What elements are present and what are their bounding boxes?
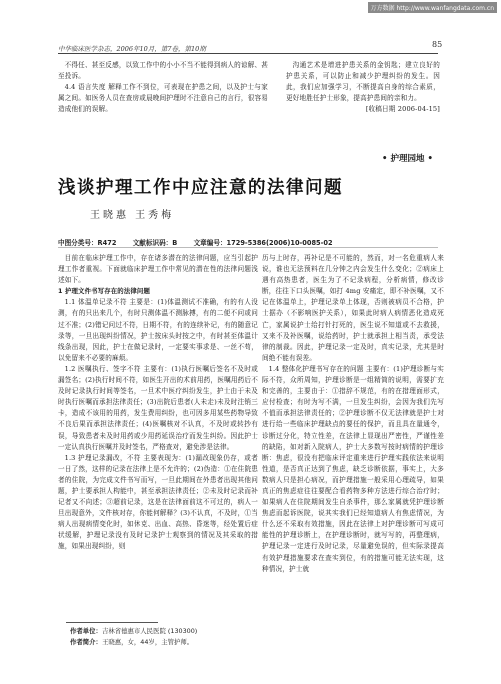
paragraph: 1.2 医嘱执行、签字不符 主要有：(1)执行医嘱后签名不及时或漏签名；(2)执行时间不符，如医生开出的术前用药，医嘱用药后不及时记录执行时间等签名，一旦术中医疗纠纷发生，护士由于未及时执行医嘱而承担法律责任；(3)出院后患者(人未走)未及时注销三卡，造成不该用的用药，发生费用纠纷，也可因多用某些药物导致不良后果而承担法律责任；(4)医嘱核对不认真，不及时或转抄有误，导致患者未及时用药或少用药延误治疗而发生纠纷。因此护士一定认真执行医嘱并及时签名，严格查对，避免涉是法律。 (58, 364, 258, 451)
paragraph: 1.3 护理记录漏改，不符 主要表现为：(1)漏改现象仍存，或者一日了然，这样的记录在法律上是不允许的；(2)伪造：①在住院患者的住院，为完成文件书写而写，一旦此期间在外患者出现其他问题，护士要承担人构能中，甚至承担法律责任；②未及时记录而补记者又不向述；③超前记录，这是在法律面前这不可过的，病人一旦出现意外，文件核对存，你能何解释？(3)不认真，不及时，①当病人出现病情变化时，如休克、出血、高热、昏迷等，经处置后症状缓解，护理记录没有及时记录护士观察到的情况及其采取的措施，如果出现纠纷，则 (58, 453, 258, 551)
topic-text: 护理园地 (390, 154, 425, 164)
paragraph: 沟通艺术是增进护患关系的金钥匙；建立良好的护患关系，可以防止和减少护理纠纷的发生。因此，我们应加强学习，不断提高自身的综合素质，更好地胜任护士形象，提高护患间的亲和力。 (286, 61, 440, 103)
section-topic-label (382, 152, 436, 164)
previous-article-tail-right (286, 60, 440, 115)
paragraph: 历与上时存，再补记是不可能的，然而，对一名危重病人来说，谁也无法预料在几分钟之内会发生什么变化；②病床上遇有高热患者，医生为了不记录病程，分析病情，修改诊断，往往下口头医嘱，如打 4mg 安痛定，即不补医嘱，又不记在体温单上，护理记录单上体现，否则被病员不合格，护士据办（不影响医护关系），如果此时病人病情恶化造成死亡，家属说护士给打针打死的，医生说不知道或不去救援，又来不及补医嘱，说给药时，护士就承担上相当责，承受法律的制裁。因此，护理记录一定及时，真实记录，尤其是时间绝不能有误差。 (262, 254, 444, 362)
body-column-left (58, 253, 258, 553)
article-title: 浅谈护理工作中应注意的法律问题 (58, 178, 343, 198)
divider (58, 247, 438, 248)
author-unit: 作者单位：吉林省德惠市人民医院 (130300) (70, 627, 198, 635)
paragraph: 1.1 体温单记录不符 主要是：(1)体温测试不准确，有的有人没测，有的只出来几个，有时只测体温不测脉搏，有的二便不问或问过不准；(2)错记问过不符，日期不符，有的连续补记，有的随意记录等，一旦出现纠纷情况，护士按床头时按之中，有时甚至体温计线条出现，因此，护士在做记录时，一定要实事求是、一丝不苟，以免留来不必要的麻烦。 (58, 298, 258, 362)
catalog-line (58, 237, 347, 247)
bullet-dot-icon: • (382, 154, 388, 164)
article-authors: 王晓惠 王秀梅 (90, 210, 175, 221)
page-number: 85 (432, 40, 443, 49)
body-column-right (262, 253, 444, 575)
paragraph: 不得任、甚至反感，以致工作中的小小不当不能得到病人的谅解、甚至投诉。 (58, 61, 268, 81)
author-intro: 作者简介：王晓惠，女，44岁，主管护师。 (70, 638, 194, 646)
article-number: 文章编号：1729-5386(2006)10-0085-02 (193, 239, 333, 247)
paragraph: 1.4 整体化护理书写存在的问题 主要有：(1)护理诊断与实际不符，众所周知，护理诊断是一组精简的说明，需要扩充和完善的，主要由于：①措辞不规范，有的在措理面形式，应付检查；有时为写不满，一旦发生纠纷，会因为我们先写不值而承担法律责任的；②护理诊断不仅无法律就是护士对进行给一些临床护理缺点的要任的保护，而且具在量通令，诊断过分化，特立性差，在法律上显现出严密性，严谨性差的缺陷，如对新入院病人，护士大多数写按时病情的护理诊断：焦虑，很没有把临床评定重来进行护理实践依法来说明性道，是否真正达到了焦虑，缺乏诊断依据，事实上，大多数病人只是担心病况，而护理措施一般采用心理疏导，如果真正的焦虑症往往要配合看药物多种方法进行综合治疗时；如果病人在住院期间发生自杀事件，那么家属就凭护理诊断焦虑而起诉医院，说其实我们已经知道病人有焦虑情况，为什么还不采取有效措施，因此在法律上对护理诊断可写成可能性的护理诊断上，在护理诊断时，就写写的，再整理病，护理记录一定进行及时记录，尽量避免误的，但实际录提高有效护理措施要求在查实到位，有的措施可能无法实现，这种情况，护士就 (262, 364, 444, 573)
footnote-rule (66, 622, 158, 623)
document-code: 文献标识码：B (132, 239, 178, 247)
paragraph: 4.4 语言失度 解释工作不到位，可表现在护患之间，以及护士与家属之间。如医务人员在查房或晨晚间护理时不注意自己的言行，很容易造成他们的误解。 (58, 83, 268, 114)
running-header: 中华临床医学杂志，2006年10月，第7卷，第10期 (58, 45, 206, 53)
paragraph: 目前在临床护理工作中，存在诸多潜在的法律问题，应当引起护理工作者重视。下面就临床护理工作中常见的潜在性的法律问题浅述如下。 (58, 254, 258, 285)
received-date: [收稿日期 2006-04-15] (365, 105, 440, 114)
section-heading: 1 护理文件书写存在的法律问题 (58, 287, 150, 296)
watermark: 万方数据 http://www.wanfangdata.com.cn (368, 2, 497, 13)
bullet-dot-icon: • (427, 154, 433, 164)
clc-number: 中图分类号：R472 (58, 239, 117, 247)
author-footnote (70, 626, 197, 648)
header-rule (58, 53, 438, 54)
previous-article-tail-left (58, 60, 268, 115)
